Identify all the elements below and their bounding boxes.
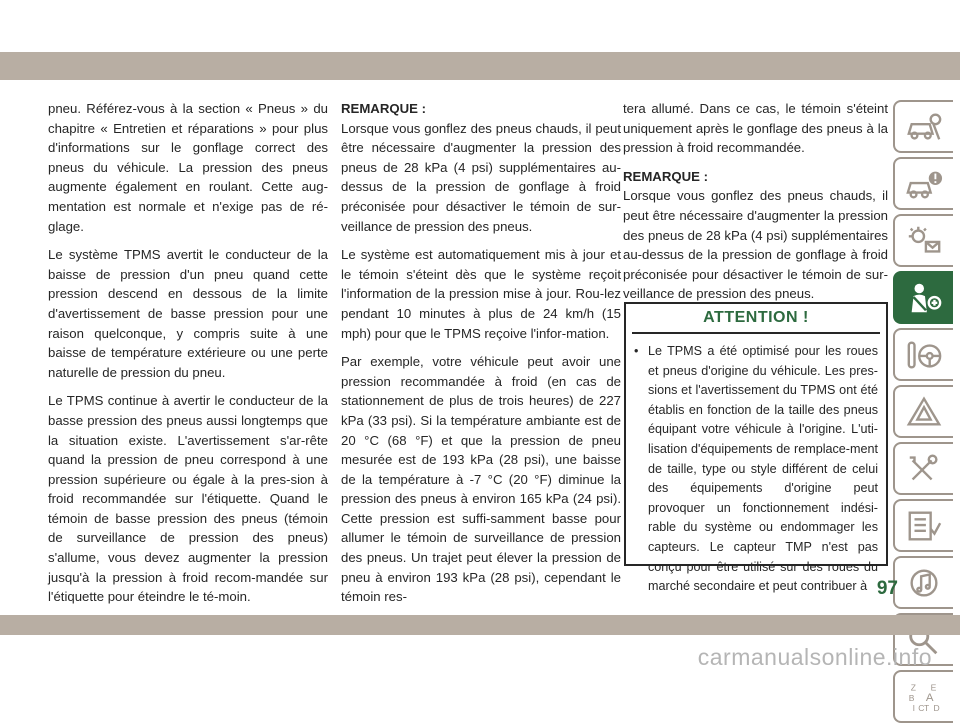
tab-maintenance[interactable] (893, 442, 953, 495)
hazard-triangle-icon (905, 395, 943, 429)
paragraph: tera allumé. Dans ce cas, le témoin s'éteint uniquement après le gonflage des pneus à la pression à froid recommandée. (623, 101, 888, 156)
index-letter: T (924, 702, 930, 713)
bullet: • (634, 344, 639, 358)
paragraph: Le système est automatiquement mis à jour et le témoin s'éteint dès que le système reçoit l'information de la pression mise à jour. Rou-lez pendant 10 minutes à plus de 24 km/h (15 mph) pour que le TPMS reçoive l'infor-mation. (341, 247, 621, 341)
text-column-right (623, 99, 888, 313)
index-letter: C (918, 702, 925, 713)
remark-label: REMARQUE : (623, 168, 708, 184)
watermark: carmanualsonline.info (697, 644, 932, 670)
text-column-left (48, 99, 328, 616)
tab-specifications[interactable] (893, 499, 953, 552)
car-warning-icon (905, 167, 943, 201)
paragraph: Par exemple, votre véhicule peut avoir une pression recommandée à froid (en cas de stationnement de plus de trois heures) de 227 kPa (33 psi). Si la température ambiante est de 20 °C (68 °F) et que la pression de pneu mesurée est de 193 kPa (28 psi), une baisse de la température à -7 °C (20 °F) diminue la pression des pneus à environ 165 kPa (24 psi). Cette pression est suffi-samment basse pour allumer le témoin de surveillance de pression des pneus. Un trajet peut élever la pression de pneu à environ 193 kPa (28 psi), cependant le témoin res- (341, 354, 621, 605)
remark-text: Lorsque vous gonflez des pneus chauds, il peut être nécessaire d'augmenter la pression des pneus de 28 kPa (4 psi) supplémentaires au-dessus de la pression de gonflage à froid préconisée pour désactiver le témoin de sur-veillance de pression des pneus. (623, 188, 888, 302)
attention-box (624, 302, 888, 594)
car-info-icon (905, 110, 943, 144)
paragraph: pneu. Référez-vous à la section « Pneus » du chapitre « Entretien et réparations » pour plus d'informations sur le gonflage correct des pneus du véhicule. La pression des pneus augmente également en roulant. Cette aug-mentation est normale et n'exige pas de ré-glage. (48, 101, 328, 234)
attention-text: Le TPMS a été optimisé pour les roues et pneus d'origine du véhicule. Les pres-sions et l'avertissement du TPMS ont été établis en fonction de la taille des pneus équipant votre véhicule à l'origine. L'uti-lisation d'équipements de remplace-ment de taille, type ou style différent de celui des équipements d'origine peut provoquer un fonctionnement indési-rable du système ou endommager les capteurs. Le capteur TMP n'est pas conçu pour être utilisé sur des roues du marché secondaire et peut contribuer à (648, 344, 878, 594)
index-letter: A (925, 691, 934, 704)
safety-belt-icon (905, 281, 943, 315)
index-letter: D (933, 702, 940, 713)
tab-safety[interactable] (893, 271, 953, 324)
tab-driving[interactable] (893, 328, 953, 381)
tab-emergency[interactable] (893, 385, 953, 438)
attention-title: ATTENTION ! (632, 304, 880, 334)
index-letter: B (908, 692, 915, 703)
lights-message-icon (905, 224, 943, 258)
tab-vehicle-info[interactable] (893, 100, 953, 153)
steering-wheel-icon (905, 338, 943, 372)
index-letters-icon (905, 680, 943, 714)
top-decorative-band (0, 52, 960, 80)
bottom-decorative-band (0, 615, 960, 635)
attention-body (626, 334, 886, 597)
remark-text: Lorsque vous gonflez des pneus chauds, il peut être nécessaire d'augmenter la pression des pneus de 28 kPa (4 psi) supplémentaires au-dessus de la pression de gonflage à froid préconisée pour désactiver le témoin de sur-veillance de pression des pneus. (341, 120, 621, 234)
multimedia-icon (905, 566, 943, 600)
index-letter: Z (910, 681, 916, 692)
tab-warnings[interactable] (893, 157, 953, 210)
index-letter: I (912, 702, 915, 713)
remark-label: REMARQUE : (341, 101, 426, 116)
text-column-middle (341, 99, 621, 616)
page-number: 97 (876, 578, 898, 599)
tab-lights-messages[interactable] (893, 214, 953, 267)
index-letter: E (930, 681, 937, 692)
tools-icon (905, 452, 943, 486)
tab-multimedia[interactable] (893, 556, 953, 609)
checklist-icon (905, 509, 943, 543)
paragraph: Le TPMS continue à avertir le conducteur de la basse pression des pneus aussi longtemps que la situation existe. L'avertissement s'ar-rête quand la pression de pneu correspond à une pression supérieure ou égale à la pres-sion à froid recommandée sur l'étiquette. Quand le témoin de basse pression des pneus (témoin de surveillance de pression des pneus) s'allume, vous devez augmenter la pression jusqu'à la pression à froid recom-mandée sur l'étiquette pour éteindre le té-moin. (48, 393, 328, 605)
paragraph: Le système TPMS avertit le conducteur de la baisse de pression d'un pneu quand cette pression descend en dessous de la limite d'avertissement de basse pression pour une raison quelconque, y compris suite à une baisse de température extérieure ou une perte naturelle de pression du pneu. (48, 247, 328, 380)
